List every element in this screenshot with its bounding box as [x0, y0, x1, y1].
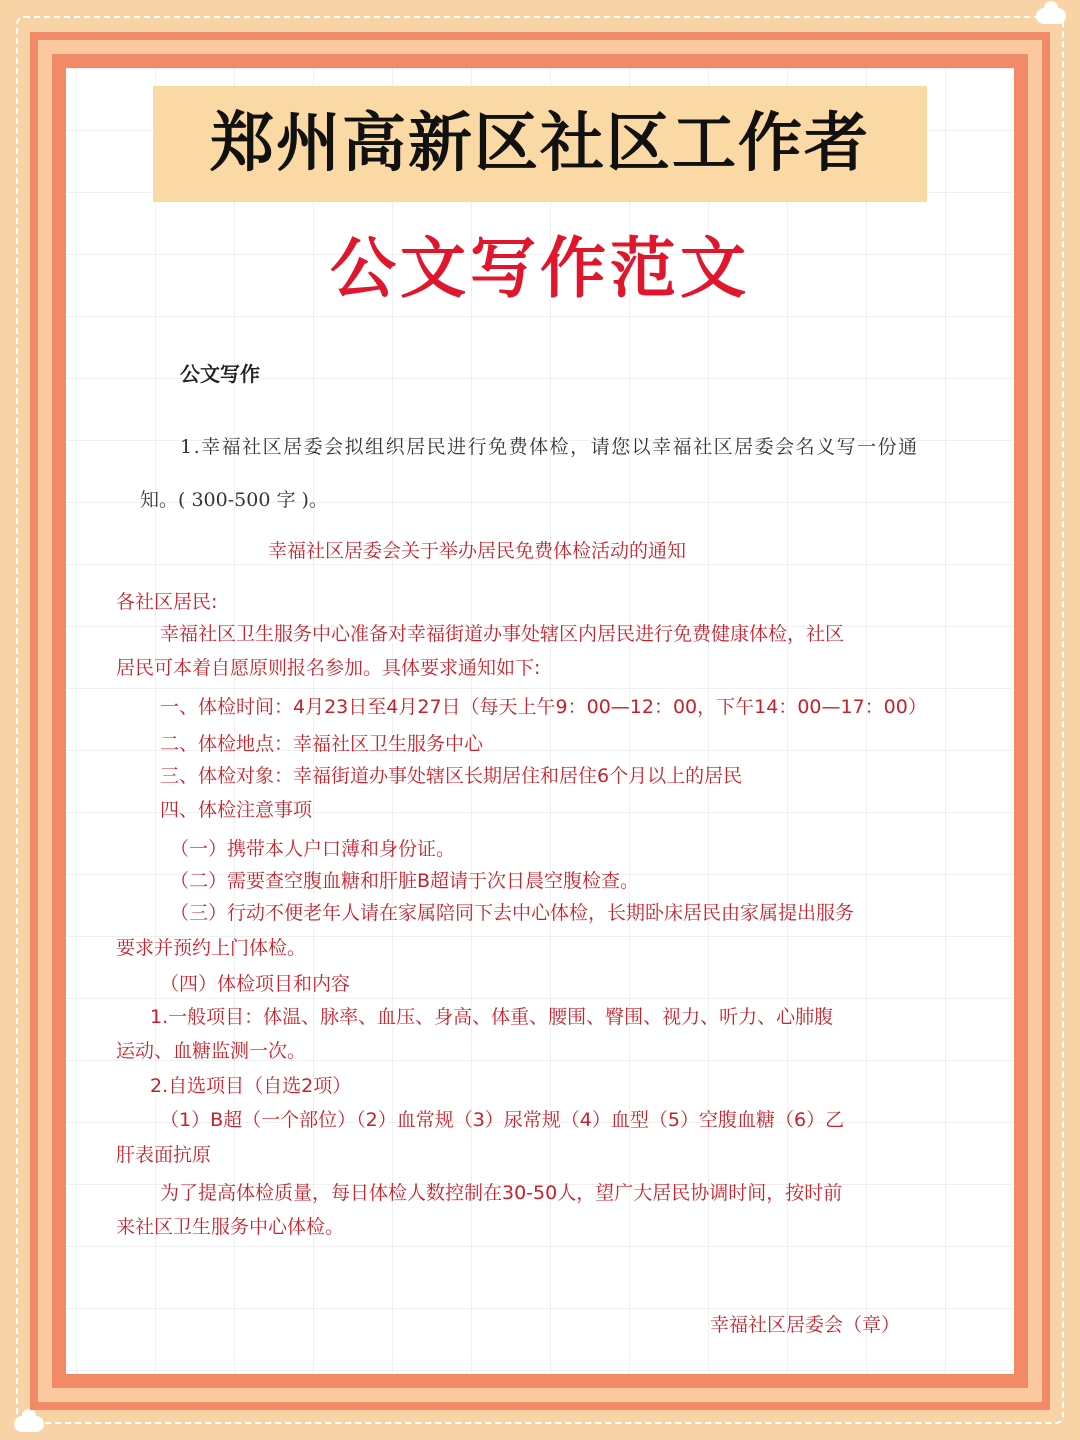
notice-line: （一）携带本人户口薄和身份证。: [170, 838, 456, 860]
notice-line: 一、体检时间：4月23日至4月27日（每天上午9：00—12：00，下午14：00—17：00）: [160, 696, 927, 718]
notice-line: 2.自选项目（自选2项）: [150, 1075, 352, 1097]
cloud-decoration-icon: [1036, 8, 1066, 24]
page-title: 郑州高新区社区工作者: [210, 107, 870, 181]
page-subtitle: 公文写作范文: [330, 229, 750, 307]
question-line: 1.幸福社区居委会拟组织居民进行免费体检，请您以幸福社区居委会名义写一份通: [180, 436, 919, 458]
notice-line: 居民可本着自愿原则报名参加。具体要求通知如下:: [116, 657, 541, 679]
notice-line: 要求并预约上门体检。: [116, 937, 307, 959]
cloud-decoration-icon: [14, 1416, 44, 1432]
notice-line: 幸福社区卫生服务中心准备对幸福街道办事处辖区内居民进行免费健康体检，社区: [160, 623, 845, 645]
notice-salutation: 各社区居民:: [116, 591, 218, 613]
question-line: 知。( 300-500 字 )。: [140, 489, 328, 511]
notice-line: （1）B超（一个部位）（2）血常规（3）尿常规（4）血型（5）空腹血糖（6）乙: [160, 1109, 845, 1131]
notice-line: （四）体检项目和内容: [160, 973, 351, 995]
notice-line: （三）行动不便老年人请在家属陪同下去中心体检，长期卧床居民由家属提出服务: [170, 902, 855, 924]
notice-line: 来社区卫生服务中心体检。: [116, 1216, 345, 1238]
notice-line: 运动、血糖监测一次。: [116, 1040, 307, 1062]
notice-line: 四、体检注意事项: [160, 799, 313, 821]
notice-line: 二、体检地点：幸福社区卫生服务中心: [160, 733, 484, 755]
document-heading: 公文写作: [180, 362, 260, 386]
notice-line: 1.一般项目：体温、脉率、血压、身高、体重、腰围、臀围、视力、听力、心肺腹: [150, 1006, 834, 1028]
notice-title: 幸福社区居委会关于举办居民免费体检活动的通知: [268, 540, 687, 562]
signature: 幸福社区居委会（章）: [710, 1314, 901, 1336]
title-banner: [153, 86, 927, 202]
notice-line: 三、体检对象：幸福街道办事处辖区长期居住和居住6个月以上的居民: [160, 765, 743, 787]
notice-line: 为了提高体检质量，每日体检人数控制在30-50人，望广大居民协调时间，按时前: [160, 1182, 843, 1204]
notice-line: （二）需要查空腹血糖和肝脏B超请于次日晨空腹检查。: [170, 870, 640, 892]
notice-line: 肝表面抗原: [116, 1144, 212, 1166]
